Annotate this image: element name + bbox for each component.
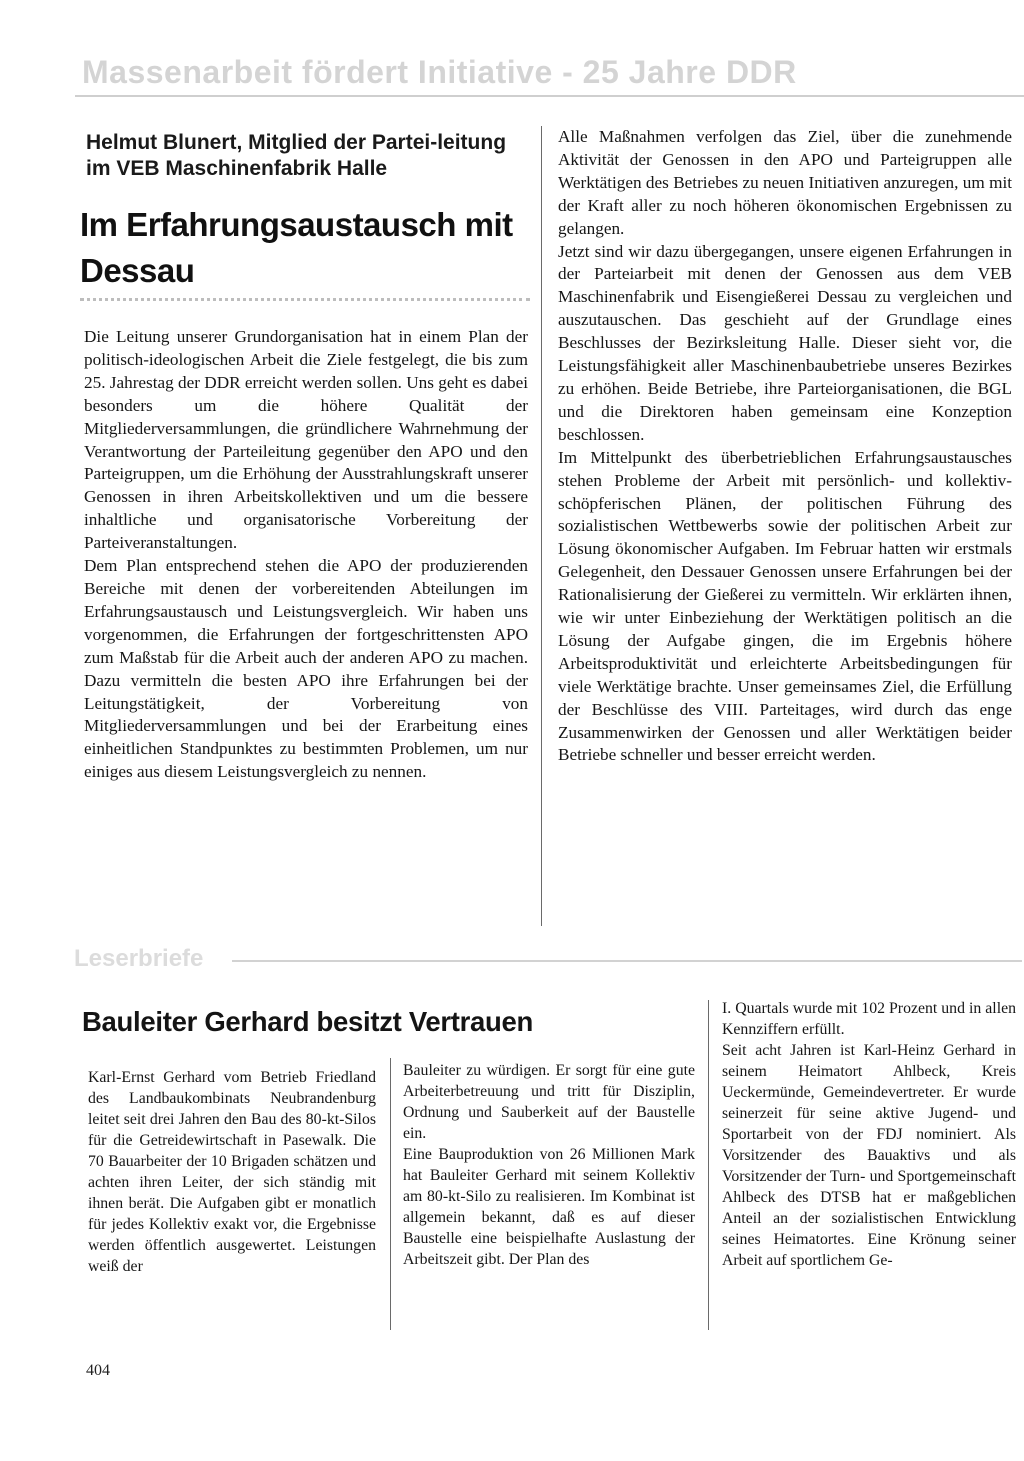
article2-headline: Bauleiter Gerhard besitzt Vertrauen [82,1006,534,1037]
column-divider [541,126,542,926]
paragraph: Karl-Ernst Gerhard vom Betrieb Friedland des Landbaukombinats Neubrandenburg leitet seit drei Jahren den Bau des 80-kt-Silos für die Getreidewirtschaft in Pasewalk. Die 70 Bauarbeiter der 10 Brigaden schätzen und achten ihren Leiter, der sich ständig mit ihnen berät. Die Aufgaben gibt er monatlich für jedes Kollektiv exakt vor, die Ergebnisse werden öffentlich ausgewertet. Leistungen weiß der [88,1069,376,1275]
paragraph: Bauleiter zu würdigen. Er sorgt für eine gute Arbeiterbetreuung und tritt für Disziplin, Ordnung und Sauberkeit auf der Baustelle ein. [403,1062,695,1142]
header-rule [75,95,1024,97]
paragraph: Alle Maßnahmen verfolgen das Ziel, über die zunehmende Aktivität der Genossen in den APO und Parteigruppen alle Werktätigen des Betriebes zu neuen Initiativen anzuregen, um mit der Kraft aller zu noch höheren ökonomischen Ergebnissen zu gelangen. [558,127,1012,238]
paragraph: Die Leitung unserer Grundorganisation hat in einem Plan der politisch-ideologischen Arbeit die Ziele festgelegt, die bis zum 25. Jahrestag der DDR erreicht werden sollen. Uns geht es dabei besonders um die höhere Qualität der Mitgliederversammlungen, die gründlichere Wahrnehmung der Verantwortung der Parteileitung gegenüber den APO und den Parteigruppen, um die Erhöhung der Ausstrahlungskraft unserer Genossen in ihren Arbeitskollektiven und um die bessere inhaltliche und organisatorische Vorbereitung der Parteiveranstaltungen. [84,327,528,553]
column-divider [708,1000,709,1330]
article1-column-2 [558,126,1012,767]
article2-column-3 [722,998,1016,1271]
column-divider [390,1058,391,1330]
paragraph: Dem Plan entsprechend stehen die APO der produzierenden Bereiche mit denen der vorbereitenden Abteilungen im Erfahrungsaustausch und Leistungsvergleich. Wir haben uns vorgenommen, die Erfahrungen der fortgeschrittensten APO zum Maßstab für die Arbeit auch der anderen APO zu machen. Dazu vermitteln die besten APO ihre Erfahrungen bei der Leitungstätigkeit, der Vorbereitung von Mitgliederversammlungen und bei der Erarbeitung eines einheitlichen Standpunktes zu bestimmten Problemen, um nur einiges aus diesem Leistungsvergleich zu nennen. [84,556,528,782]
paragraph: Im Mittelpunkt des überbetrieblichen Erfahrungsaustausches stehen Probleme der Arbeit mit persönlich- und kollektiv-schöpferischen Plänen, der politischen Führung des sozialistischen Wettbewerbs sowie der politischen Arbeit zur Lösung ökonomischer Aufgaben. Im Februar hatten wir erstmals Gelegenheit, den Dessauer Genossen unsere Erfahrungen bei der Rationalisierung der Gießerei zu vermitteln. Wir erklärten ihnen, wie wir unter Einbeziehung der Werktätigen politisch an die Lösung der Aufgabe gingen, die im Ergebnis höhere Arbeitsproduktivität und erleichterte Arbeitsbedingungen für viele Werktätige brachte. Unser gemeinsames Ziel, die Erfüllung der Beschlüsse des VIII. Parteitages, wird durch das enge Zusammenwirken der Genossen und aller Werktätigen beider Betriebe schneller und besser erreicht werden. [558,447,1012,765]
running-header: Massenarbeit fördert Initiative - 25 Jahre DDR [82,54,797,90]
page-number: 404 [86,1362,110,1379]
headline-dotted-rule [80,298,530,301]
paragraph: Jetzt sind wir dazu übergegangen, unsere eigenen Erfahrungen in der Parteiarbeit mit denen der Genossen aus dem VEB Maschinenfabrik und Eisengießerei Dessau zu vergleichen und auszutauschen. Das geschieht auf der Grundlage eines Beschlusses der Bezirksleitung Halle. Dieser sieht vor, die Leistungsfähigkeit aller Maschinenbaubetriebe unseres Bezirkes zu erhöhen. Beide Betriebe, ihre Parteiorganisationen, die BGL und die Direktoren haben gemeinsam eine Konzeption beschlossen. [558,241,1012,444]
section-rule [232,960,1022,962]
article-author: Helmut Blunert, Mitglied der Partei-leitung im VEB Maschinenfabrik Halle [86,131,507,180]
article2-column-1 [88,1067,376,1277]
paragraph: Eine Bauproduktion von 26 Millionen Mark hat Bauleiter Gerhard mit seinem Kollektiv am 80-kt-Silo zu realisieren. Im Kombinat ist allgemein bekannt, daß es auf dieser Baustelle eine beispielhafte Auslastung der Arbeitszeit gibt. Der Plan des [403,1146,695,1268]
section-label: Leserbriefe [74,945,204,972]
paragraph: I. Quartals wurde mit 102 Prozent und in allen Kennziffern erfüllt. [722,1000,1016,1038]
article-headline: Im Erfahrungsaustausch mit Dessau [80,206,513,289]
paragraph: Seit acht Jahren ist Karl-Heinz Gerhard in seinem Heimatort Ahlbeck, Kreis Ueckermünde, Gemeindevertreter. Er wurde seinerzeit für seine aktive Jugend- und Sportarbeit von der FDJ nominiert. Als Vorsitzender des Bauaktivs und als Vorsitzender der Turn- und Sportgemeinschaft Ahlbeck des DTSB hat er maßgeblichen Anteil an der sozialistischen Entwicklung seines Heimatortes. Eine Krönung seiner Arbeit auf sportlichem Ge- [722,1042,1016,1269]
article1-column-1 [84,326,528,784]
article2-column-2 [403,1060,695,1270]
